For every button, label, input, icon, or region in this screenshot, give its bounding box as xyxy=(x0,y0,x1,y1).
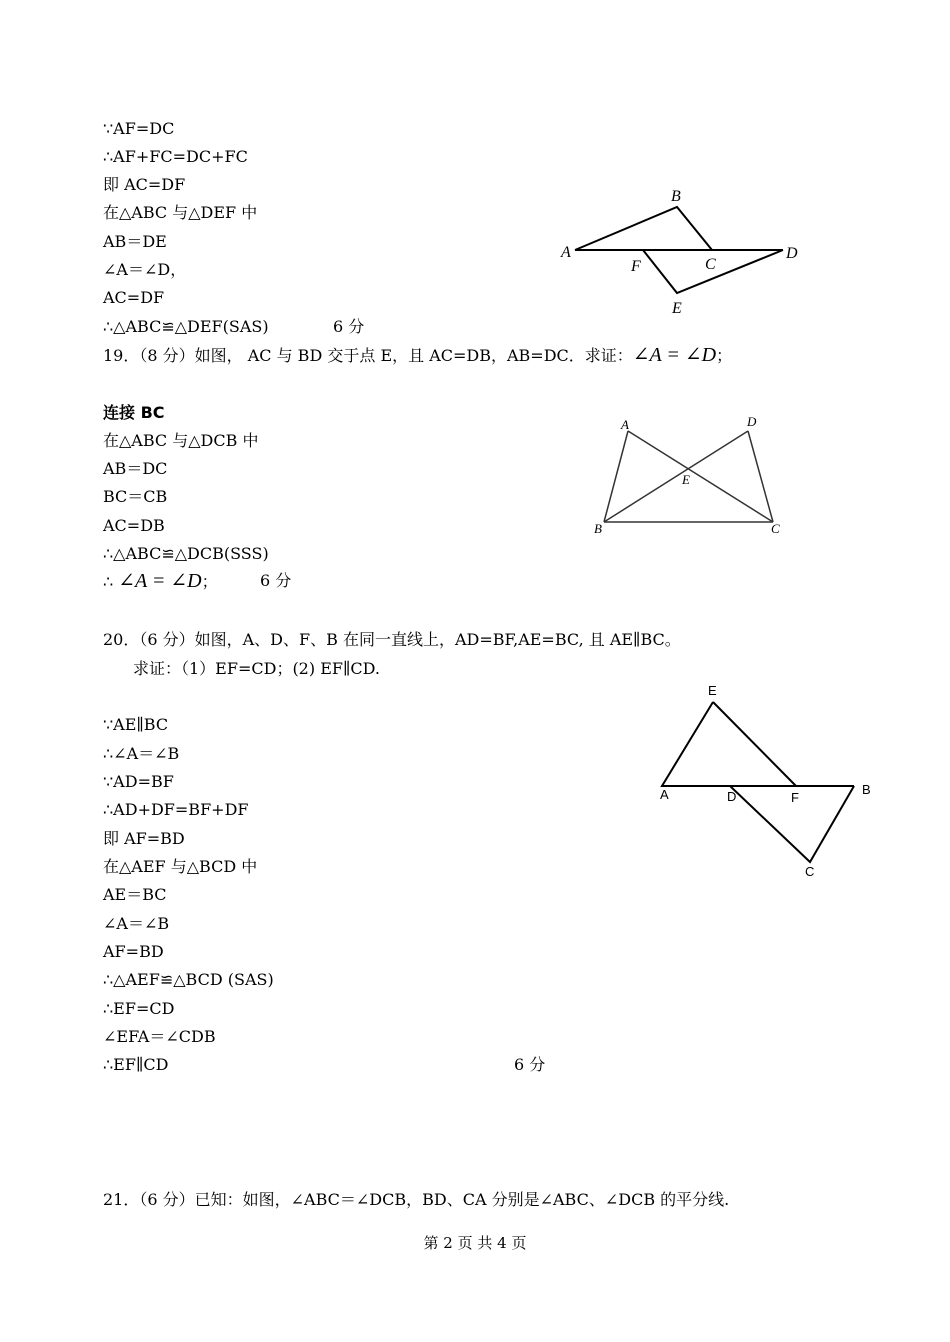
q19-label-d: D xyxy=(747,414,757,429)
q18-line-8: ∴△ABC≌△DEF(SAS) xyxy=(103,317,269,336)
q20-line-13: ∴EF∥CD xyxy=(103,1055,169,1074)
q19-question-text: 19．（8 分）如图， AC 与 BD 交于点 E，且 AC=DB，AB=DC．求证： xyxy=(103,346,633,365)
q18-line-2: ∴AF+FC=DC+FC xyxy=(103,147,248,166)
q19-line-5: AC=DB xyxy=(103,516,165,535)
q18-line-4: 在△ABC 与△DEF 中 xyxy=(103,203,258,222)
q19-line-3: AB＝DC xyxy=(103,459,168,478)
q20-line-9: AF=BD xyxy=(103,942,164,961)
q18-label-e: E xyxy=(672,300,682,317)
q19-label-e: E xyxy=(682,472,690,487)
q18-line-5: AB＝DE xyxy=(103,232,167,251)
q20-line-11: ∴EF=CD xyxy=(103,999,175,1018)
q20-line-4: ∴AD+DF=BF+DF xyxy=(103,800,249,819)
q19-figure xyxy=(588,410,788,540)
q19-points: 6 分 xyxy=(260,571,292,590)
q19-question-end: ； xyxy=(716,346,733,365)
q20-question-2: 求证：（1）EF=CD；(2) EF∥CD. xyxy=(133,659,380,678)
q18-label-a: A xyxy=(561,244,571,261)
q20-figure xyxy=(650,680,880,885)
q20-label-c: C xyxy=(805,864,815,879)
q20-points: 6 分 xyxy=(514,1055,546,1074)
q20-line-12: ∠EFA＝∠CDB xyxy=(103,1027,216,1046)
q20-line-1: ∵AE∥BC xyxy=(103,715,169,734)
q19-question-math: ∠A = ∠D xyxy=(632,344,717,366)
q20-label-a: A xyxy=(660,787,669,802)
page-footer: 第 2 页 共 4 页 xyxy=(423,1234,527,1252)
q20-label-b: B xyxy=(862,782,871,797)
q19-label-c: C xyxy=(771,521,780,536)
q20-line-2: ∴∠A＝∠B xyxy=(103,744,180,763)
q20-label-d: D xyxy=(727,789,737,804)
q18-line-7: AC=DF xyxy=(103,288,165,307)
q19-conclusion-suffix: ； xyxy=(201,572,218,591)
q19-line-6: ∴△ABC≌△DCB(SSS) xyxy=(103,544,269,563)
q18-line-6: ∠A＝∠D， xyxy=(103,260,187,279)
q20-line-7: AE＝BC xyxy=(103,885,167,904)
q19-conclusion xyxy=(103,571,218,592)
q21-question: 21．（6 分）已知：如图，∠ABC＝∠DCB，BD、CA 分别是∠ABC、∠DCB 的平分线. xyxy=(103,1190,730,1209)
q19-line-4: BC＝CB xyxy=(103,487,168,506)
q19-conclusion-math: ∠A = ∠D xyxy=(118,570,202,592)
q18-label-f: F xyxy=(631,258,641,275)
q20-line-3: ∵AD=BF xyxy=(103,772,174,791)
q19-label-a: A xyxy=(621,417,629,432)
q20-label-f: F xyxy=(791,790,799,805)
q18-label-d: D xyxy=(786,245,798,262)
q19-conclusion-prefix: ∴ xyxy=(103,572,119,591)
q19-question xyxy=(103,345,732,366)
q18-label-b: B xyxy=(671,188,681,205)
q20-label-e: E xyxy=(708,683,717,698)
q20-line-8: ∠A＝∠B xyxy=(103,914,170,933)
q18-line-1: ∵AF=DC xyxy=(103,119,175,138)
q18-figure xyxy=(555,185,805,320)
q19-label-b: B xyxy=(594,521,602,536)
q20-question: 20．（6 分）如图，A、D、F、B 在同一直线上，AD=BF,AE=BC, 且 AE∥BC。 xyxy=(103,630,681,649)
q20-line-6: 在△AEF 与△BCD 中 xyxy=(103,857,258,876)
q19-line-2: 在△ABC 与△DCB 中 xyxy=(103,431,259,450)
q20-line-5: 即 AF=BD xyxy=(103,829,185,848)
q19-line-1: 连接 BC xyxy=(103,403,165,422)
q18-label-c: C xyxy=(705,256,716,273)
q18-points: 6 分 xyxy=(333,317,365,336)
q20-line-10: ∴△AEF≌△BCD (SAS) xyxy=(103,970,274,989)
q18-line-3: 即 AC=DF xyxy=(103,175,186,194)
